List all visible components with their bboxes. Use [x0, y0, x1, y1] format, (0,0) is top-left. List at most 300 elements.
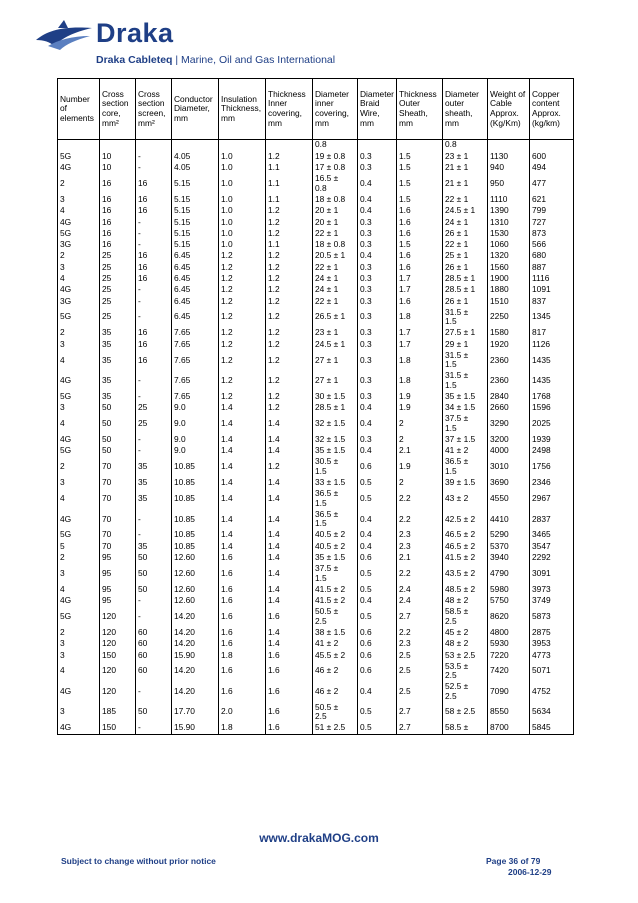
table-cell: 2.7: [397, 607, 443, 628]
table-cell: 10: [100, 151, 136, 162]
table-cell: 1.2: [219, 273, 266, 284]
table-cell: 1.6: [397, 205, 443, 216]
table-row: [58, 328, 574, 339]
table-cell: 1.4: [266, 638, 313, 649]
table-cell: 120: [100, 661, 136, 682]
table-cell: 14.20: [172, 627, 219, 638]
table-cell: 4: [58, 350, 100, 371]
table-cell: 1530: [488, 228, 530, 239]
table-cell: 4: [58, 584, 100, 595]
table-cell: 0.3: [358, 151, 397, 162]
table-cell: 8550: [488, 702, 530, 723]
draka-bird-logo-icon: [34, 16, 96, 56]
table-row: [58, 217, 574, 228]
table-cell: 1.2: [219, 296, 266, 307]
table-cell: 0.3: [358, 391, 397, 402]
table-cell: 680: [530, 251, 574, 262]
table-cell: 20 ± 1: [313, 217, 358, 228]
table-cell-text: 52.5 ± 2.5: [445, 681, 469, 701]
table-cell: 0.3: [358, 262, 397, 273]
table-cell: 1.6: [266, 607, 313, 628]
table-cell: 58.5 ±: [443, 723, 488, 735]
table-cell: 1.4: [219, 509, 266, 530]
table-cell: 4G: [58, 682, 100, 703]
table-cell: 27.5 ± 1: [443, 328, 488, 339]
table-cell: 2498: [530, 446, 574, 457]
table-cell: 1.4: [266, 595, 313, 606]
table-cell: 0.4: [358, 402, 397, 413]
table-cell: -: [136, 151, 172, 162]
table-cell: -: [136, 509, 172, 530]
table-cell: 50: [136, 584, 172, 595]
table-row: [58, 414, 574, 435]
table-cell: 120: [100, 682, 136, 703]
table-cell: 3547: [530, 541, 574, 552]
table-cell: 3: [58, 650, 100, 661]
table-cell: 1.4: [266, 434, 313, 445]
table-cell: 1.6: [219, 564, 266, 585]
table-cell: 25: [100, 296, 136, 307]
table-cell: 1.6: [397, 228, 443, 239]
table-cell: 10.85: [172, 489, 219, 510]
table-cell: 0.4: [358, 205, 397, 216]
table-cell: 1.4: [219, 414, 266, 435]
table-cell: 2292: [530, 552, 574, 563]
table-cell: 4752: [530, 682, 574, 703]
table-cell: 25: [100, 273, 136, 284]
table-cell: 2360: [488, 350, 530, 371]
table-header-row: [58, 79, 574, 140]
table-row: [58, 627, 574, 638]
table-row: [58, 174, 574, 195]
table-row: [58, 607, 574, 628]
table-cell: 1768: [530, 391, 574, 402]
table-cell: 5873: [530, 607, 574, 628]
table-cell: 0.5: [358, 723, 397, 735]
table-cell: 1.1: [266, 239, 313, 250]
table-cell: 5071: [530, 661, 574, 682]
table-row: [58, 151, 574, 162]
table-cell: 32 ± 1.5: [313, 434, 358, 445]
table-cell: 5G: [58, 151, 100, 162]
table-cell: 23 ± 1: [313, 328, 358, 339]
table-cell: 727: [530, 217, 574, 228]
table-cell: -: [136, 239, 172, 250]
table-cell: 2.3: [397, 638, 443, 649]
table-cell: 2.2: [397, 564, 443, 585]
table-cell: 26 ± 1: [443, 228, 488, 239]
table-cell: 1.4: [219, 489, 266, 510]
table-cell: 1.8: [397, 371, 443, 392]
table-cell: 2346: [530, 477, 574, 488]
table-cell-text: 37.5 ± 1.5: [445, 413, 469, 433]
table-cell: 150: [100, 723, 136, 735]
table-cell: 25: [136, 414, 172, 435]
table-cell: 16: [100, 228, 136, 239]
table-cell: 46 ± 2: [313, 682, 358, 703]
table-cell-text: 31.5 ± 1.5: [445, 370, 469, 390]
table-cell: 21 ± 1: [443, 162, 488, 173]
table-cell: 4G: [58, 162, 100, 173]
table-cell: 1.4: [266, 584, 313, 595]
table-row: [58, 650, 574, 661]
table-cell: 14.20: [172, 682, 219, 703]
table-cell: 16: [100, 239, 136, 250]
table-cell: 26 ± 1: [443, 262, 488, 273]
table-cell: 0.3: [358, 371, 397, 392]
table-cell: 4: [58, 489, 100, 510]
table-cell: 1130: [488, 151, 530, 162]
table-cell: 3: [58, 702, 100, 723]
table-cell: 1.2: [266, 251, 313, 262]
table-cell: -: [136, 723, 172, 735]
table-cell: -: [136, 446, 172, 457]
table-cell: 16: [100, 194, 136, 205]
table-cell: 48 ± 2: [443, 595, 488, 606]
table-cell: -: [136, 307, 172, 328]
column-header: Diameter Braid Wire, mm: [358, 79, 397, 140]
table-cell: 28.5 ± 1: [313, 402, 358, 413]
table-cell: 1900: [488, 273, 530, 284]
table-cell: 70: [100, 457, 136, 478]
table-cell: 5G: [58, 307, 100, 328]
table-row: [58, 446, 574, 457]
table-cell: 35: [100, 328, 136, 339]
table-cell: 1.7: [397, 328, 443, 339]
table-cell: 28.5 ± 1: [443, 284, 488, 295]
table-cell: 17.70: [172, 702, 219, 723]
table-cell: 0.3: [358, 273, 397, 284]
table-cell: [313, 489, 358, 510]
column-header: Cross section screen, mm²: [136, 79, 172, 140]
table-cell: 1.0: [219, 174, 266, 195]
table-cell: 120: [100, 607, 136, 628]
table-cell: 25: [100, 284, 136, 295]
table-cell: 22 ± 1: [443, 194, 488, 205]
table-cell: 60: [136, 650, 172, 661]
table-cell: 5.15: [172, 228, 219, 239]
table-cell: 2360: [488, 371, 530, 392]
table-cell: 1.1: [266, 162, 313, 173]
table-cell: 0.4: [358, 682, 397, 703]
table-cell: 4: [58, 661, 100, 682]
table-cell: 48.5 ± 2: [443, 584, 488, 595]
table-cell: 4G: [58, 371, 100, 392]
table-cell: 16: [136, 328, 172, 339]
table-cell: 95: [100, 595, 136, 606]
table-cell: 5370: [488, 541, 530, 552]
table-cell: [313, 509, 358, 530]
table-cell: 16: [136, 194, 172, 205]
table-cell: 35: [100, 339, 136, 350]
table-cell: 1.6: [397, 296, 443, 307]
table-cell: 0.4: [358, 174, 397, 195]
table-cell: 45.5 ± 2: [313, 650, 358, 661]
table-cell: 10.85: [172, 541, 219, 552]
table-cell: 4410: [488, 509, 530, 530]
table-cell: 48 ± 2: [443, 638, 488, 649]
table-cell: 2.4: [397, 595, 443, 606]
table-cell: 16: [100, 205, 136, 216]
tagline-division: | Marine, Oil and Gas International: [172, 54, 336, 66]
table-cell: 1.2: [266, 205, 313, 216]
table-cell: [313, 607, 358, 628]
table-cell: 43.5 ± 2: [443, 564, 488, 585]
table-cell: 3940: [488, 552, 530, 563]
table-cell: 1.4: [219, 530, 266, 541]
table-cell: 22 ± 1: [313, 228, 358, 239]
table-cell: 40.5 ± 2: [313, 530, 358, 541]
table-row: [58, 228, 574, 239]
table-cell: 1320: [488, 251, 530, 262]
brand-name: Draka: [96, 18, 174, 48]
table-cell: 1.6: [219, 552, 266, 563]
table-cell: 38 ± 1.5: [313, 627, 358, 638]
table-cell: 35: [100, 350, 136, 371]
table-cell: 3: [58, 477, 100, 488]
table-cell: 1.5: [397, 194, 443, 205]
table-row: [58, 205, 574, 216]
table-cell: 0.4: [358, 446, 397, 457]
table-cell: 4: [58, 205, 100, 216]
table-cell: 1116: [530, 273, 574, 284]
table-cell: 1.6: [219, 661, 266, 682]
table-cell: 5.15: [172, 194, 219, 205]
table-cell: 1.2: [266, 350, 313, 371]
table-cell: 1580: [488, 328, 530, 339]
table-cell: 600: [530, 151, 574, 162]
table-cell: 4G: [58, 217, 100, 228]
table-cell: [443, 661, 488, 682]
table-cell: 1.2: [266, 391, 313, 402]
table-cell: 477: [530, 174, 574, 195]
table-cell: 23 ± 1: [443, 151, 488, 162]
table-cell: [172, 140, 219, 152]
table-cell: 27 ± 1: [313, 350, 358, 371]
table-cell: 817: [530, 328, 574, 339]
table-cell: 35: [136, 477, 172, 488]
table-cell: 1.7: [397, 273, 443, 284]
table-cell: 0.4: [358, 414, 397, 435]
table-cell: 1.6: [219, 584, 266, 595]
footer-website-link[interactable]: www.drakaMOG.com: [259, 831, 379, 845]
table-cell: 10.85: [172, 509, 219, 530]
table-row: [58, 194, 574, 205]
table-cell: 16: [136, 251, 172, 262]
table-cell: 28.5 ± 1: [443, 273, 488, 284]
table-cell: 35 ± 1.5: [443, 391, 488, 402]
table-cell: 0.5: [358, 477, 397, 488]
table-cell: -: [136, 434, 172, 445]
table-cell: 26 ± 1: [443, 296, 488, 307]
table-cell: 14.20: [172, 661, 219, 682]
table-cell: 60: [136, 638, 172, 649]
table-cell: 1.2: [219, 350, 266, 371]
table-cell: 10.85: [172, 530, 219, 541]
table-cell: 0.3: [358, 339, 397, 350]
table-cell: 0.5: [358, 607, 397, 628]
tagline-company: Draka Cableteq: [96, 54, 173, 66]
table-cell: 35 ± 1.5: [313, 446, 358, 457]
table-cell: 3200: [488, 434, 530, 445]
table-cell: 1.2: [266, 273, 313, 284]
table-row: [58, 584, 574, 595]
table-cell: 39 ± 1.5: [443, 477, 488, 488]
table-row: [58, 489, 574, 510]
table-cell: 2.7: [397, 723, 443, 735]
table-cell: 1.2: [266, 217, 313, 228]
table-cell: 16: [136, 339, 172, 350]
table-row: [58, 339, 574, 350]
table-cell: 0.3: [358, 350, 397, 371]
table-cell: 6.45: [172, 307, 219, 328]
table-cell: 41.5 ± 2: [313, 584, 358, 595]
table-cell: 10.85: [172, 457, 219, 478]
table-cell: -: [136, 371, 172, 392]
table-row: [58, 262, 574, 273]
table-cell: 1.5: [397, 174, 443, 195]
table-cell: 50: [136, 564, 172, 585]
table-cell: 0.3: [358, 162, 397, 173]
table-cell: 2660: [488, 402, 530, 413]
table-cell: 2.1: [397, 552, 443, 563]
table-cell: [443, 414, 488, 435]
table-cell: 6.45: [172, 251, 219, 262]
table-cell: 1880: [488, 284, 530, 295]
table-cell: 24.5 ± 1: [313, 339, 358, 350]
table-cell: 3: [58, 194, 100, 205]
table-cell: 5930: [488, 638, 530, 649]
table-cell: 25: [136, 402, 172, 413]
table-row: [58, 239, 574, 250]
table-cell: -: [136, 682, 172, 703]
table-cell: 35: [136, 457, 172, 478]
table-cell: 0.6: [358, 650, 397, 661]
table-cell: [219, 140, 266, 152]
table-cell: 10: [100, 162, 136, 173]
table-cell: 2.1: [397, 446, 443, 457]
table-cell: 0.4: [358, 509, 397, 530]
table-cell: 9.0: [172, 434, 219, 445]
table-cell: 50: [136, 702, 172, 723]
table-cell-text: 58.5 ± 2.5: [445, 606, 469, 626]
table-cell: 0.6: [358, 627, 397, 638]
table-cell: 26.5 ± 1: [313, 307, 358, 328]
table-cell: -: [136, 228, 172, 239]
table-row: [58, 402, 574, 413]
table-cell: 25 ± 1: [443, 251, 488, 262]
table-cell: 3749: [530, 595, 574, 606]
table-row: [58, 564, 574, 585]
table-cell: 15.90: [172, 723, 219, 735]
table-cell: 3: [58, 262, 100, 273]
table-cell: 1.8: [397, 307, 443, 328]
table-cell: 2: [58, 552, 100, 563]
table-cell: 1.2: [266, 284, 313, 295]
table-cell: 1.5: [397, 162, 443, 173]
table-cell: 1.2: [219, 251, 266, 262]
table-cell: 1560: [488, 262, 530, 273]
table-body: [58, 140, 574, 735]
table-cell: 1.6: [219, 595, 266, 606]
table-cell: 4773: [530, 650, 574, 661]
table-cell: 1.0: [219, 217, 266, 228]
column-header: Number of elements: [58, 79, 100, 140]
table-cell: 22 ± 1: [443, 239, 488, 250]
table-cell: 0.4: [358, 194, 397, 205]
column-header: Cross section core, mm²: [100, 79, 136, 140]
table-cell: 0.8: [443, 140, 488, 152]
table-cell: 5G: [58, 530, 100, 541]
table-cell: 1.4: [266, 564, 313, 585]
table-cell: 1.6: [219, 638, 266, 649]
table-cell: 2.4: [397, 584, 443, 595]
table-row: [58, 284, 574, 295]
table-cell: 95: [100, 552, 136, 563]
table-cell: 0.3: [358, 328, 397, 339]
table-cell: 1939: [530, 434, 574, 445]
table-cell: 0.6: [358, 552, 397, 563]
table-cell: 2: [58, 627, 100, 638]
table-cell: 29 ± 1: [443, 339, 488, 350]
table-cell: 1126: [530, 339, 574, 350]
table-cell: -: [136, 607, 172, 628]
table-cell: 6.45: [172, 296, 219, 307]
table-cell: 0.6: [358, 457, 397, 478]
table-cell: 1.2: [219, 307, 266, 328]
table-row: [58, 273, 574, 284]
table-cell: 4G: [58, 509, 100, 530]
table-cell: [443, 307, 488, 328]
table-cell: [443, 607, 488, 628]
table-row: [58, 723, 574, 735]
table-cell: 1390: [488, 205, 530, 216]
table-cell: 4790: [488, 564, 530, 585]
table-cell: 5.15: [172, 174, 219, 195]
table-cell: 5: [58, 541, 100, 552]
table-cell: 50: [100, 446, 136, 457]
table-cell: 0.4: [358, 595, 397, 606]
table-cell: 1.4: [266, 477, 313, 488]
table-cell: 5.15: [172, 217, 219, 228]
table-cell-text: 31.5 ± 1.5: [445, 350, 469, 370]
table-cell: 2.5: [397, 682, 443, 703]
table-cell: 1.6: [266, 661, 313, 682]
table-cell: 1.6: [397, 251, 443, 262]
table-cell: 14.20: [172, 607, 219, 628]
table-cell: 1.6: [266, 723, 313, 735]
table-cell: 5845: [530, 723, 574, 735]
table-cell: 1.2: [219, 328, 266, 339]
table-cell: 0.4: [358, 530, 397, 541]
column-header: Weight of Cable Approx. (Kg/Km): [488, 79, 530, 140]
table-cell: 1.2: [266, 457, 313, 478]
table-cell: 18 ± 0.8: [313, 194, 358, 205]
table-cell: 3: [58, 339, 100, 350]
table-cell: 0.3: [358, 217, 397, 228]
table-cell: 494: [530, 162, 574, 173]
table-cell: 1.2: [219, 391, 266, 402]
table-cell: [313, 457, 358, 478]
table-cell: 1.2: [266, 262, 313, 273]
table-cell: 2: [58, 457, 100, 478]
table-cell: -: [136, 217, 172, 228]
table-cell: 3: [58, 564, 100, 585]
table-cell: -: [136, 296, 172, 307]
table-cell: 70: [100, 477, 136, 488]
table-cell: 70: [100, 530, 136, 541]
table-cell: 5750: [488, 595, 530, 606]
